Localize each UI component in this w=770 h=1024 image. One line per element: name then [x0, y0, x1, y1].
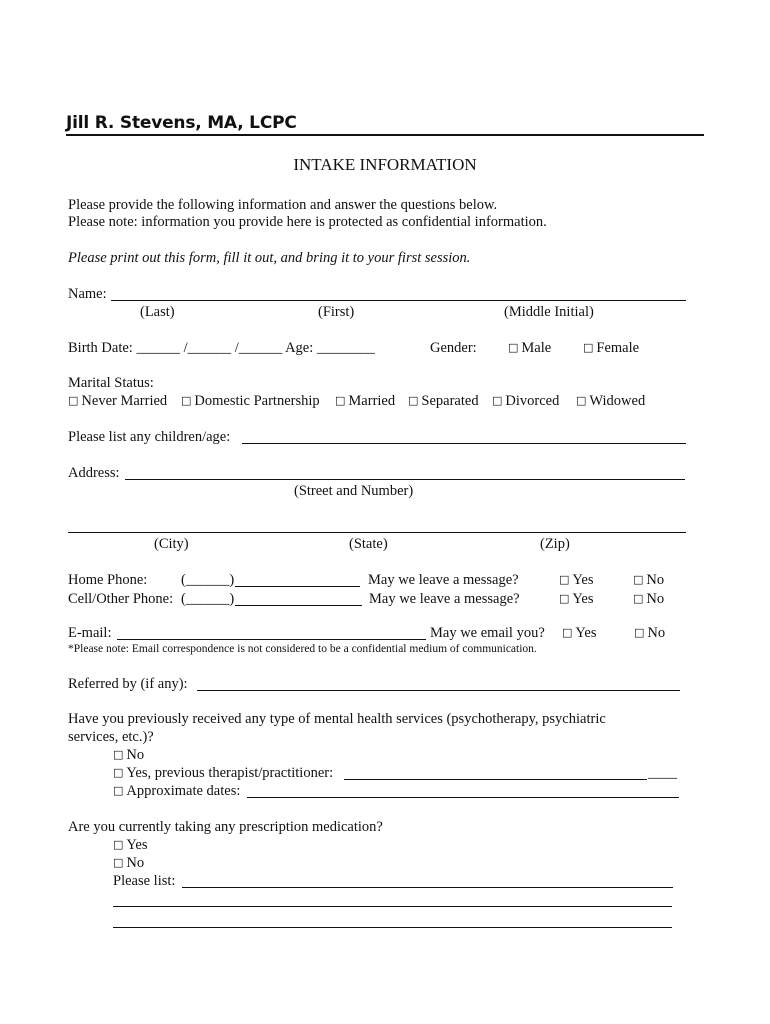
city-caption: (City): [154, 536, 189, 552]
referred-field[interactable]: [197, 690, 680, 691]
checkbox-icon[interactable]: □: [562, 626, 573, 639]
email-no[interactable]: □ No: [634, 625, 666, 641]
medication-list-field-2[interactable]: [113, 906, 672, 907]
city-state-zip-field[interactable]: [68, 532, 686, 533]
intro-line-1: Please provide the following information and answer the questions below.: [68, 197, 498, 213]
marital-married[interactable]: □ Married: [335, 393, 396, 409]
state-caption: (State): [349, 536, 388, 552]
street-field[interactable]: [125, 479, 685, 480]
marital-divorced[interactable]: □ Divorced: [492, 393, 560, 409]
form-title: INTAKE INFORMATION: [293, 155, 477, 174]
checkbox-icon[interactable]: □: [583, 341, 594, 354]
mh-therapist-tail: ____: [648, 765, 677, 781]
cell-message-no[interactable]: □ No: [633, 591, 665, 607]
medication-list-label: Please list:: [113, 873, 176, 889]
checkbox-icon[interactable]: □: [113, 766, 124, 779]
referred-label: Referred by (if any):: [68, 676, 188, 692]
marital-widowed[interactable]: □ Widowed: [576, 393, 646, 409]
marital-label: Marital Status:: [68, 375, 154, 391]
home-phone-label: Home Phone:: [68, 572, 148, 588]
home-phone-area[interactable]: (______): [181, 572, 235, 588]
checkbox-icon[interactable]: □: [113, 784, 124, 797]
checkbox-icon[interactable]: □: [492, 394, 503, 407]
checkbox-icon[interactable]: □: [576, 394, 587, 407]
name-label: Name:: [68, 286, 107, 302]
home-message-no[interactable]: □ No: [633, 572, 665, 588]
medication-list-field-1[interactable]: [182, 887, 673, 888]
mh-question-line-1: Have you previously received any type of mental health services (psychotherapy, psychiatric: [68, 711, 606, 727]
street-caption: (Street and Number): [294, 483, 414, 499]
name-middle-caption: (Middle Initial): [504, 304, 594, 320]
checkbox-icon[interactable]: □: [559, 592, 570, 605]
checkbox-icon[interactable]: □: [113, 838, 124, 851]
zip-caption: (Zip): [540, 536, 570, 552]
checkbox-icon[interactable]: □: [181, 394, 192, 407]
mh-question-line-2: services, etc.)?: [68, 729, 154, 745]
mh-dates-field[interactable]: [247, 797, 679, 798]
checkbox-icon[interactable]: □: [113, 748, 124, 761]
checkbox-icon[interactable]: □: [335, 394, 346, 407]
home-message-yes[interactable]: □ Yes: [559, 572, 594, 588]
name-first-caption: (First): [318, 304, 355, 320]
mh-no-option[interactable]: □ No: [113, 747, 145, 763]
gender-label: Gender:: [430, 340, 477, 356]
cell-message-yes[interactable]: □ Yes: [559, 591, 594, 607]
medication-question: Are you currently taking any prescription medication?: [68, 819, 383, 835]
children-label: Please list any children/age:: [68, 429, 231, 445]
gender-male-option[interactable]: □ Male: [508, 340, 552, 356]
name-last-caption: (Last): [140, 304, 175, 320]
checkbox-icon[interactable]: □: [633, 573, 644, 586]
checkbox-icon[interactable]: □: [559, 573, 570, 586]
email-label: E-mail:: [68, 625, 112, 641]
header-rule: [66, 134, 704, 136]
mh-dates-option[interactable]: □ Approximate dates:: [113, 783, 241, 799]
checkbox-icon[interactable]: □: [408, 394, 419, 407]
practitioner-name: Jill R. Stevens, MA, LCPC: [66, 113, 297, 133]
mh-therapist-field[interactable]: [344, 779, 647, 780]
name-field[interactable]: [111, 300, 686, 301]
email-yes[interactable]: □ Yes: [562, 625, 597, 641]
cell-phone-label: Cell/Other Phone:: [68, 591, 174, 607]
email-note: *Please note: Email correspondence is not considered to be a confidential medium of communication.: [68, 643, 537, 655]
mh-yes-option[interactable]: □ Yes, previous therapist/practitioner:: [113, 765, 334, 781]
medication-yes-option[interactable]: □ Yes: [113, 837, 148, 853]
checkbox-icon[interactable]: □: [68, 394, 79, 407]
cell-phone-field[interactable]: [235, 605, 362, 606]
marital-separated[interactable]: □ Separated: [408, 393, 479, 409]
children-field[interactable]: [242, 443, 686, 444]
checkbox-icon[interactable]: □: [508, 341, 519, 354]
address-label: Address:: [68, 465, 120, 481]
marital-never-married[interactable]: □ Never Married: [68, 393, 168, 409]
checkbox-icon[interactable]: □: [634, 626, 645, 639]
birth-age-label[interactable]: Birth Date: ______ /______ /______ Age: ________: [68, 340, 375, 356]
medication-no-option[interactable]: □ No: [113, 855, 145, 871]
cell-message-question: May we leave a message?: [369, 591, 520, 607]
checkbox-icon[interactable]: □: [633, 592, 644, 605]
gender-female-option[interactable]: □ Female: [583, 340, 640, 356]
marital-domestic-partnership[interactable]: □ Domestic Partnership: [181, 393, 320, 409]
medication-list-field-3[interactable]: [113, 927, 672, 928]
email-field[interactable]: [117, 639, 426, 640]
email-question: May we email you?: [430, 625, 545, 641]
checkbox-icon[interactable]: □: [113, 856, 124, 869]
cell-phone-area[interactable]: (______): [181, 591, 235, 607]
home-message-question: May we leave a message?: [368, 572, 519, 588]
intro-line-2: Please note: information you provide here is protected as confidential information.: [68, 214, 547, 230]
home-phone-field[interactable]: [235, 586, 360, 587]
intro-instruction: Please print out this form, fill it out, and bring it to your first session.: [68, 250, 471, 266]
